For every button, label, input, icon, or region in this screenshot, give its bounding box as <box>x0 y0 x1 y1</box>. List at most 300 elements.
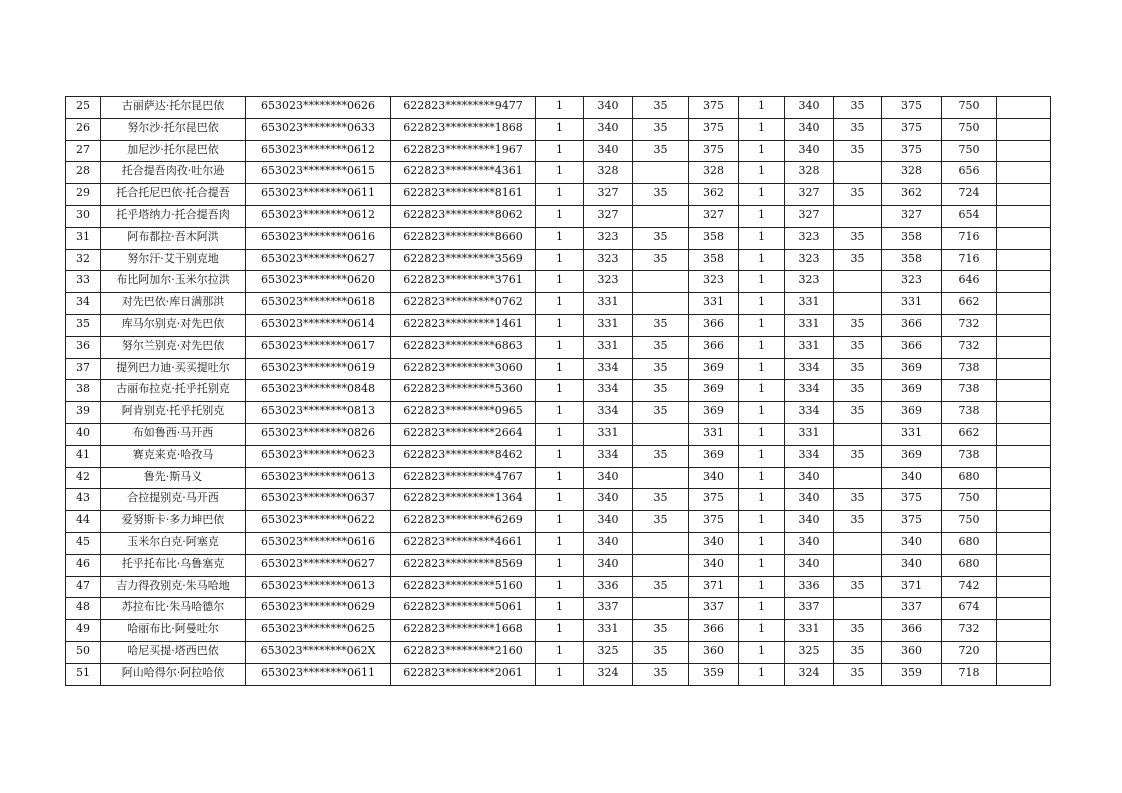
bank-account-cell: 622823*********2664 <box>391 423 536 445</box>
subtotal-cell-2: 369 <box>882 380 942 402</box>
row-number-cell: 50 <box>66 641 101 663</box>
subtotal-cell-2: 366 <box>882 620 942 642</box>
row-number-cell: 46 <box>66 554 101 576</box>
row-number-cell: 35 <box>66 314 101 336</box>
remark-cell <box>997 162 1051 184</box>
amount-cell-1: 323 <box>584 271 633 293</box>
subtotal-cell-1: 359 <box>689 663 739 685</box>
count-cell-2: 1 <box>739 227 785 249</box>
count-cell-1: 1 <box>536 445 584 467</box>
remark-cell <box>997 467 1051 489</box>
count-cell-1: 1 <box>536 336 584 358</box>
count-cell-1: 1 <box>536 205 584 227</box>
row-number-cell: 33 <box>66 271 101 293</box>
count-cell-2: 1 <box>739 336 785 358</box>
table-row <box>66 511 1051 533</box>
name-cell: 努尔汗·艾干别克地 <box>101 249 246 271</box>
supplement-cell-1 <box>633 554 689 576</box>
row-number-cell: 38 <box>66 380 101 402</box>
subtotal-cell-1: 375 <box>689 511 739 533</box>
total-cell: 718 <box>942 663 997 685</box>
remark-cell <box>997 358 1051 380</box>
count-cell-1: 1 <box>536 380 584 402</box>
total-cell: 680 <box>942 554 997 576</box>
table-row <box>66 205 1051 227</box>
table-row <box>66 336 1051 358</box>
subtotal-cell-2: 366 <box>882 336 942 358</box>
remark-cell <box>997 554 1051 576</box>
supplement-cell-2: 35 <box>834 118 882 140</box>
name-cell: 布如鲁西·马开西 <box>101 423 246 445</box>
name-cell: 托合托尼巴依·托合提吾 <box>101 184 246 206</box>
supplement-cell-2: 35 <box>834 358 882 380</box>
table-row <box>66 663 1051 685</box>
subtotal-cell-2: 340 <box>882 554 942 576</box>
supplement-cell-1: 35 <box>633 663 689 685</box>
table-row <box>66 576 1051 598</box>
bank-account-cell: 622823*********8660 <box>391 227 536 249</box>
supplement-cell-2: 35 <box>834 445 882 467</box>
remark-cell <box>997 205 1051 227</box>
id-number-cell: 653023********0615 <box>246 162 391 184</box>
supplement-cell-1: 35 <box>633 402 689 424</box>
count-cell-2: 1 <box>739 184 785 206</box>
row-number-cell: 27 <box>66 140 101 162</box>
row-number-cell: 26 <box>66 118 101 140</box>
subtotal-cell-1: 369 <box>689 358 739 380</box>
subtotal-cell-1: 375 <box>689 118 739 140</box>
subtotal-cell-1: 366 <box>689 314 739 336</box>
supplement-cell-2 <box>834 423 882 445</box>
count-cell-1: 1 <box>536 489 584 511</box>
count-cell-2: 1 <box>739 511 785 533</box>
subtotal-cell-2: 375 <box>882 118 942 140</box>
subtotal-cell-1: 331 <box>689 423 739 445</box>
total-cell: 680 <box>942 532 997 554</box>
total-cell: 750 <box>942 140 997 162</box>
amount-cell-2: 334 <box>785 380 834 402</box>
total-cell: 674 <box>942 598 997 620</box>
total-cell: 750 <box>942 511 997 533</box>
id-number-cell: 653023********0611 <box>246 184 391 206</box>
total-cell: 750 <box>942 97 997 119</box>
amount-cell-1: 334 <box>584 358 633 380</box>
name-cell: 阿山哈得尔·阿拉哈依 <box>101 663 246 685</box>
row-number-cell: 42 <box>66 467 101 489</box>
bank-account-cell: 622823*********4361 <box>391 162 536 184</box>
bank-account-cell: 622823*********2160 <box>391 641 536 663</box>
remark-cell <box>997 97 1051 119</box>
bank-account-cell: 622823*********1364 <box>391 489 536 511</box>
count-cell-2: 1 <box>739 641 785 663</box>
count-cell-2: 1 <box>739 402 785 424</box>
id-number-cell: 653023********062X <box>246 641 391 663</box>
table-row <box>66 467 1051 489</box>
total-cell: 646 <box>942 271 997 293</box>
supplement-cell-1: 35 <box>633 227 689 249</box>
row-number-cell: 48 <box>66 598 101 620</box>
count-cell-1: 1 <box>536 554 584 576</box>
bank-account-cell: 622823*********5160 <box>391 576 536 598</box>
remark-cell <box>997 620 1051 642</box>
name-cell: 古丽萨达·托尔昆巴依 <box>101 97 246 119</box>
id-number-cell: 653023********0616 <box>246 227 391 249</box>
count-cell-1: 1 <box>536 663 584 685</box>
amount-cell-2: 334 <box>785 358 834 380</box>
supplement-cell-2: 35 <box>834 620 882 642</box>
count-cell-1: 1 <box>536 314 584 336</box>
remark-cell <box>997 380 1051 402</box>
count-cell-2: 1 <box>739 445 785 467</box>
supplement-cell-2 <box>834 467 882 489</box>
count-cell-2: 1 <box>739 314 785 336</box>
total-cell: 720 <box>942 641 997 663</box>
name-cell: 托乎塔纳力·托合提吾肉 <box>101 205 246 227</box>
total-cell: 742 <box>942 576 997 598</box>
remark-cell <box>997 445 1051 467</box>
supplement-cell-2: 35 <box>834 576 882 598</box>
supplement-cell-2 <box>834 554 882 576</box>
name-cell: 古丽布拉克·托乎托别克 <box>101 380 246 402</box>
amount-cell-2: 328 <box>785 162 834 184</box>
amount-cell-2: 340 <box>785 554 834 576</box>
supplement-cell-2 <box>834 271 882 293</box>
subtotal-cell-2: 327 <box>882 205 942 227</box>
supplement-cell-1: 35 <box>633 336 689 358</box>
remark-cell <box>997 532 1051 554</box>
amount-cell-2: 340 <box>785 118 834 140</box>
supplement-cell-2: 35 <box>834 641 882 663</box>
amount-cell-1: 336 <box>584 576 633 598</box>
table-row <box>66 184 1051 206</box>
total-cell: 738 <box>942 380 997 402</box>
row-number-cell: 43 <box>66 489 101 511</box>
count-cell-2: 1 <box>739 97 785 119</box>
amount-cell-2: 323 <box>785 249 834 271</box>
subtotal-cell-2: 328 <box>882 162 942 184</box>
name-cell: 爱努斯卡·多力坤巴依 <box>101 511 246 533</box>
supplement-cell-1: 35 <box>633 249 689 271</box>
total-cell: 662 <box>942 423 997 445</box>
supplement-cell-2: 35 <box>834 227 882 249</box>
table-row <box>66 489 1051 511</box>
amount-cell-2: 323 <box>785 271 834 293</box>
table-row <box>66 380 1051 402</box>
subtotal-cell-1: 369 <box>689 402 739 424</box>
remark-cell <box>997 271 1051 293</box>
total-cell: 654 <box>942 205 997 227</box>
supplement-cell-1: 35 <box>633 314 689 336</box>
supplement-cell-1 <box>633 598 689 620</box>
count-cell-2: 1 <box>739 663 785 685</box>
row-number-cell: 47 <box>66 576 101 598</box>
supplement-cell-1: 35 <box>633 620 689 642</box>
subtotal-cell-2: 366 <box>882 314 942 336</box>
subtotal-cell-1: 340 <box>689 532 739 554</box>
count-cell-1: 1 <box>536 532 584 554</box>
bank-account-cell: 622823*********1967 <box>391 140 536 162</box>
total-cell: 738 <box>942 445 997 467</box>
subtotal-cell-2: 375 <box>882 140 942 162</box>
amount-cell-2: 327 <box>785 205 834 227</box>
count-cell-1: 1 <box>536 576 584 598</box>
count-cell-2: 1 <box>739 423 785 445</box>
supplement-cell-2 <box>834 162 882 184</box>
supplement-cell-2 <box>834 205 882 227</box>
id-number-cell: 653023********0633 <box>246 118 391 140</box>
supplement-cell-2: 35 <box>834 249 882 271</box>
id-number-cell: 653023********0826 <box>246 423 391 445</box>
name-cell: 吉力得孜别克·朱马哈地 <box>101 576 246 598</box>
row-number-cell: 40 <box>66 423 101 445</box>
amount-cell-1: 334 <box>584 445 633 467</box>
name-cell: 玉米尔白克·阿塞克 <box>101 532 246 554</box>
table-row <box>66 402 1051 424</box>
count-cell-1: 1 <box>536 620 584 642</box>
supplement-cell-1: 35 <box>633 97 689 119</box>
amount-cell-2: 334 <box>785 402 834 424</box>
remark-cell <box>997 118 1051 140</box>
subtotal-cell-1: 375 <box>689 140 739 162</box>
table-row <box>66 118 1051 140</box>
subtotal-cell-1: 366 <box>689 620 739 642</box>
subtotal-cell-1: 328 <box>689 162 739 184</box>
count-cell-1: 1 <box>536 641 584 663</box>
amount-cell-1: 331 <box>584 314 633 336</box>
remark-cell <box>997 423 1051 445</box>
amount-cell-1: 334 <box>584 402 633 424</box>
bank-account-cell: 622823*********3060 <box>391 358 536 380</box>
amount-cell-2: 331 <box>785 336 834 358</box>
count-cell-1: 1 <box>536 140 584 162</box>
remark-cell <box>997 227 1051 249</box>
bank-account-cell: 622823*********9477 <box>391 97 536 119</box>
total-cell: 662 <box>942 293 997 315</box>
supplement-cell-1: 35 <box>633 140 689 162</box>
count-cell-2: 1 <box>739 271 785 293</box>
supplement-cell-1 <box>633 271 689 293</box>
row-number-cell: 49 <box>66 620 101 642</box>
supplement-cell-1: 35 <box>633 358 689 380</box>
supplement-cell-2 <box>834 293 882 315</box>
remark-cell <box>997 184 1051 206</box>
amount-cell-1: 323 <box>584 249 633 271</box>
count-cell-1: 1 <box>536 467 584 489</box>
id-number-cell: 653023********0619 <box>246 358 391 380</box>
amount-cell-1: 331 <box>584 423 633 445</box>
id-number-cell: 653023********0612 <box>246 205 391 227</box>
supplement-cell-2: 35 <box>834 97 882 119</box>
row-number-cell: 36 <box>66 336 101 358</box>
remark-cell <box>997 576 1051 598</box>
subtotal-cell-2: 369 <box>882 358 942 380</box>
subtotal-cell-2: 375 <box>882 489 942 511</box>
amount-cell-1: 325 <box>584 641 633 663</box>
total-cell: 656 <box>942 162 997 184</box>
row-number-cell: 29 <box>66 184 101 206</box>
name-cell: 加尼沙·托尔昆巴依 <box>101 140 246 162</box>
bank-account-cell: 622823*********0762 <box>391 293 536 315</box>
amount-cell-2: 331 <box>785 620 834 642</box>
count-cell-1: 1 <box>536 97 584 119</box>
remark-cell <box>997 249 1051 271</box>
table-row <box>66 358 1051 380</box>
bank-account-cell: 622823*********4767 <box>391 467 536 489</box>
total-cell: 738 <box>942 358 997 380</box>
subtotal-cell-1: 331 <box>689 293 739 315</box>
amount-cell-1: 328 <box>584 162 633 184</box>
row-number-cell: 25 <box>66 97 101 119</box>
count-cell-1: 1 <box>536 423 584 445</box>
subtotal-cell-1: 371 <box>689 576 739 598</box>
amount-cell-1: 337 <box>584 598 633 620</box>
amount-cell-2: 337 <box>785 598 834 620</box>
supplement-cell-2: 35 <box>834 314 882 336</box>
subtotal-cell-1: 369 <box>689 380 739 402</box>
table-row <box>66 314 1051 336</box>
id-number-cell: 653023********0622 <box>246 511 391 533</box>
remark-cell <box>997 663 1051 685</box>
subtotal-cell-1: 375 <box>689 489 739 511</box>
id-number-cell: 653023********0613 <box>246 576 391 598</box>
name-cell: 布比阿加尔·玉米尔拉洪 <box>101 271 246 293</box>
supplement-cell-1: 35 <box>633 184 689 206</box>
amount-cell-2: 327 <box>785 184 834 206</box>
amount-cell-1: 327 <box>584 205 633 227</box>
name-cell: 努尔兰别克·对先巴依 <box>101 336 246 358</box>
table-row <box>66 641 1051 663</box>
supplement-cell-2: 35 <box>834 380 882 402</box>
subtotal-cell-2: 369 <box>882 402 942 424</box>
subtotal-cell-1: 375 <box>689 97 739 119</box>
count-cell-1: 1 <box>536 511 584 533</box>
table-row <box>66 554 1051 576</box>
id-number-cell: 653023********0616 <box>246 532 391 554</box>
bank-account-cell: 622823*********8569 <box>391 554 536 576</box>
row-number-cell: 41 <box>66 445 101 467</box>
subtotal-cell-2: 369 <box>882 445 942 467</box>
subtotal-cell-2: 359 <box>882 663 942 685</box>
id-number-cell: 653023********0612 <box>246 140 391 162</box>
remark-cell <box>997 314 1051 336</box>
count-cell-2: 1 <box>739 467 785 489</box>
subtotal-cell-1: 358 <box>689 227 739 249</box>
id-number-cell: 653023********0629 <box>246 598 391 620</box>
row-number-cell: 30 <box>66 205 101 227</box>
id-number-cell: 653023********0848 <box>246 380 391 402</box>
remark-cell <box>997 641 1051 663</box>
subtotal-cell-2: 358 <box>882 249 942 271</box>
id-number-cell: 653023********0627 <box>246 554 391 576</box>
amount-cell-2: 340 <box>785 140 834 162</box>
total-cell: 716 <box>942 249 997 271</box>
amount-cell-2: 340 <box>785 467 834 489</box>
bank-account-cell: 622823*********6269 <box>391 511 536 533</box>
name-cell: 托乎托布比·乌鲁塞克 <box>101 554 246 576</box>
id-number-cell: 653023********0613 <box>246 467 391 489</box>
name-cell: 库马尔别克·对先巴依 <box>101 314 246 336</box>
supplement-cell-1 <box>633 293 689 315</box>
subtotal-cell-1: 366 <box>689 336 739 358</box>
count-cell-1: 1 <box>536 118 584 140</box>
subtotal-cell-2: 375 <box>882 511 942 533</box>
remark-cell <box>997 511 1051 533</box>
supplement-cell-1: 35 <box>633 380 689 402</box>
count-cell-2: 1 <box>739 140 785 162</box>
table-row <box>66 598 1051 620</box>
amount-cell-1: 340 <box>584 97 633 119</box>
table-row <box>66 249 1051 271</box>
supplement-cell-2: 35 <box>834 184 882 206</box>
row-number-cell: 37 <box>66 358 101 380</box>
count-cell-2: 1 <box>739 118 785 140</box>
count-cell-2: 1 <box>739 358 785 380</box>
count-cell-1: 1 <box>536 358 584 380</box>
amount-cell-1: 340 <box>584 511 633 533</box>
name-cell: 合拉提别克·马开西 <box>101 489 246 511</box>
supplement-cell-2: 35 <box>834 663 882 685</box>
remark-cell <box>997 140 1051 162</box>
table-row <box>66 162 1051 184</box>
subsidy-table <box>65 96 1051 686</box>
id-number-cell: 653023********0625 <box>246 620 391 642</box>
subtotal-cell-1: 340 <box>689 554 739 576</box>
bank-account-cell: 622823*********1868 <box>391 118 536 140</box>
amount-cell-1: 331 <box>584 620 633 642</box>
subtotal-cell-1: 340 <box>689 467 739 489</box>
count-cell-1: 1 <box>536 249 584 271</box>
amount-cell-1: 327 <box>584 184 633 206</box>
bank-account-cell: 622823*********3761 <box>391 271 536 293</box>
amount-cell-1: 331 <box>584 336 633 358</box>
supplement-cell-1: 35 <box>633 489 689 511</box>
amount-cell-2: 340 <box>785 489 834 511</box>
table-row <box>66 271 1051 293</box>
name-cell: 提列巴力迪·买买提吐尔 <box>101 358 246 380</box>
amount-cell-2: 340 <box>785 511 834 533</box>
subtotal-cell-1: 360 <box>689 641 739 663</box>
table-body <box>66 97 1051 686</box>
count-cell-1: 1 <box>536 271 584 293</box>
count-cell-2: 1 <box>739 554 785 576</box>
count-cell-2: 1 <box>739 162 785 184</box>
count-cell-2: 1 <box>739 576 785 598</box>
count-cell-1: 1 <box>536 227 584 249</box>
amount-cell-2: 336 <box>785 576 834 598</box>
bank-account-cell: 622823*********8161 <box>391 184 536 206</box>
subtotal-cell-1: 327 <box>689 205 739 227</box>
id-number-cell: 653023********0611 <box>246 663 391 685</box>
amount-cell-2: 331 <box>785 293 834 315</box>
amount-cell-2: 340 <box>785 97 834 119</box>
bank-account-cell: 622823*********5360 <box>391 380 536 402</box>
remark-cell <box>997 293 1051 315</box>
bank-account-cell: 622823*********0965 <box>391 402 536 424</box>
amount-cell-2: 324 <box>785 663 834 685</box>
name-cell: 赛克来克·哈孜马 <box>101 445 246 467</box>
id-number-cell: 653023********0626 <box>246 97 391 119</box>
table-row <box>66 423 1051 445</box>
subtotal-cell-2: 331 <box>882 423 942 445</box>
name-cell: 努尔沙·托尔昆巴依 <box>101 118 246 140</box>
subtotal-cell-2: 340 <box>882 467 942 489</box>
subtotal-cell-2: 340 <box>882 532 942 554</box>
name-cell: 托合提吾肉孜·吐尔逊 <box>101 162 246 184</box>
bank-account-cell: 622823*********1668 <box>391 620 536 642</box>
subtotal-cell-2: 337 <box>882 598 942 620</box>
supplement-cell-2: 35 <box>834 336 882 358</box>
subtotal-cell-2: 360 <box>882 641 942 663</box>
